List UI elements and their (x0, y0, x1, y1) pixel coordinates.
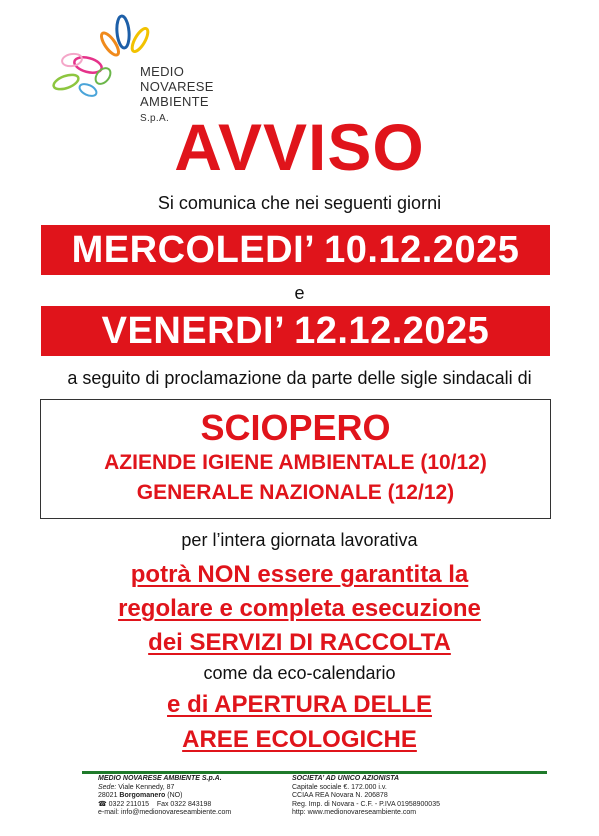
footer-capital: Capitale sociale €. 172.000 i.v. (292, 783, 387, 791)
logo-line-2: NOVARESE (140, 79, 214, 94)
footer-left (98, 775, 231, 818)
strike-title: SCIOPERO (200, 407, 391, 448)
strike-line-1: AZIENDE IGIENE AMBIENTALE (10/12) (104, 451, 487, 474)
date-banner-2: VENERDI’ 12.12.2025 (41, 306, 550, 356)
strike-box (40, 399, 551, 519)
footer-city-line (98, 792, 231, 801)
footer-city: Borgomanero (119, 792, 166, 800)
opening-line-2 (0, 725, 599, 755)
footer-cap: 28021 (98, 792, 118, 800)
footer-address: Viale Kennedy, 87 (118, 783, 175, 791)
reason-text: a seguito di proclamazione da parte delle sigle sindacali di (67, 368, 532, 388)
logo-suffix: S.p.A. (140, 113, 170, 124)
date-banner-1: MERCOLEDI’ 10.12.2025 (41, 225, 550, 275)
footer-address-line (98, 784, 231, 793)
footer-fax: Fax 0322 843198 (156, 800, 212, 808)
duration-text: per l’intera giornata lavorativa (181, 530, 418, 550)
logo-line-1: MEDIO (140, 64, 185, 79)
conjunction-text: e (294, 283, 305, 303)
strike-line-2: GENERALE NAZIONALE (12/12) (136, 481, 455, 504)
footer-right (292, 775, 440, 818)
warning-line-2 (0, 594, 599, 624)
footer-sede-label: Sede: (98, 783, 117, 791)
intro-text: Si comunica che nei seguenti giorni (157, 193, 442, 213)
warning-line-1-text: potrà NON essere garantita la (130, 561, 469, 588)
footer-web: http: www.medionovareseambiente.com (292, 809, 417, 817)
warning-line-1 (0, 560, 599, 590)
warning-line-3-text: dei SERVIZI DI RACCOLTA (148, 629, 451, 656)
opening-line-2-text: AREE ECOLOGICHE (182, 726, 417, 753)
footer-prov: (NO) (167, 792, 183, 800)
opening-line-1 (0, 690, 599, 720)
footer-email: e-mail: info@medionovareseambiente.com (98, 809, 232, 817)
footer-phone-line (98, 801, 231, 810)
logo-line-3-text: AMBIENTE (140, 94, 209, 109)
footer-company: MEDIO NOVARESE AMBIENTE S.p.A. (98, 775, 222, 782)
footer-rea: CCIAA REA Novara N. 206878 (292, 792, 388, 800)
footer-registry: Reg. Imp. di Novara - C.F. - P.IVA 01958900035 (292, 800, 440, 808)
page-title: AVVISO (174, 110, 425, 184)
warning-line-3 (0, 628, 599, 658)
footer-right-heading: SOCIETA’ AD UNICO AZIONISTA (292, 775, 400, 782)
footer-phone: ☎ 0322 211015 (98, 800, 150, 808)
company-logo (48, 10, 218, 124)
warning-line-2-text: regolare e completa esecuzione (118, 595, 481, 622)
opening-line-1-text: e di APERTURA DELLE (167, 691, 432, 718)
calendar-note: come da eco-calendario (203, 663, 396, 683)
footer-divider (82, 771, 547, 774)
